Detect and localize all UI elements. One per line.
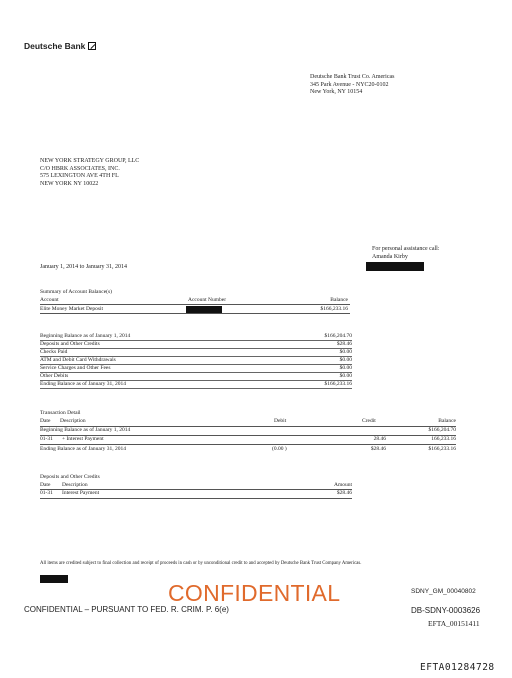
transaction-detail-title: Transaction Detail	[40, 410, 81, 416]
balance-row-value: $0.00	[339, 373, 352, 379]
bank-address-line: New York, NY 10154	[310, 89, 363, 95]
client-address-line: 575 LEXINGTON AVE 4TH FL	[40, 173, 119, 179]
balance-row	[40, 373, 352, 381]
summary-header-account-number: Account Number	[188, 297, 227, 303]
balance-row-label: Checks Paid	[40, 349, 68, 355]
balance-row-label: Beginning Balance as of January 1, 2014	[40, 333, 131, 339]
table-row	[40, 490, 352, 498]
transaction-header-debit: Debit	[274, 418, 287, 424]
client-address	[40, 158, 139, 188]
client-address-line: C/O HBRK ASSOCIATES, INC.	[40, 165, 120, 172]
balance-row-label: Service Charges and Other Fees	[40, 365, 111, 371]
transaction-header-description: Description	[60, 418, 86, 424]
divider	[40, 304, 350, 305]
bates-number-sdny-gm: SDNY_GM_00040802	[411, 588, 476, 595]
balance-row-label: Other Debits	[40, 373, 69, 379]
balance-row-label: ATM and Debit Card Withdrawals	[40, 357, 116, 363]
summary-account-balance: $166,233.16	[320, 306, 348, 312]
transaction-balance: $166,204.70	[428, 427, 456, 433]
table-row	[40, 436, 456, 444]
statement-period: January 1, 2014 to January 31, 2014	[40, 264, 127, 270]
bank-address-line: 345 Park Avenue - NYC20-0102	[310, 81, 389, 88]
deposit-date: 01-31	[40, 490, 53, 496]
assistance-block	[372, 246, 439, 261]
client-address-line: NEW YORK NY 10022	[40, 180, 99, 187]
transaction-balance: $166,233.16	[428, 446, 456, 452]
transaction-credit: 28.46	[373, 436, 386, 442]
confidential-stamp: CONFIDENTIAL	[168, 580, 341, 606]
balance-row-label: Ending Balance as of January 31, 2014	[40, 381, 126, 387]
client-address-line: NEW YORK STRATEGY GROUP, LLC	[40, 158, 140, 164]
bank-address-line: Deutsche Bank Trust Co. Americas	[310, 74, 395, 80]
transaction-credit: $28.46	[370, 446, 386, 452]
balance-row	[40, 365, 352, 373]
deutsche-bank-logo	[24, 41, 96, 51]
transaction-description: + Interest Payment	[62, 436, 104, 442]
footer-document-id: EFTA01284728	[420, 662, 495, 673]
divider	[40, 444, 456, 445]
balance-row-value: $0.00	[339, 349, 352, 355]
balance-row	[40, 333, 352, 341]
deposits-header-amount: Amount	[333, 482, 352, 488]
balance-row	[40, 381, 352, 389]
balance-row-label: Deposits and Other Credits	[40, 341, 100, 347]
balance-row-value: $166,204.70	[324, 333, 352, 339]
balance-breakdown	[40, 333, 352, 389]
redaction-bar	[366, 262, 424, 271]
balance-row-value: $0.00	[339, 365, 352, 371]
balance-row-value: $28.46	[336, 341, 352, 347]
deutsche-bank-slash-icon	[88, 42, 96, 50]
assistance-name: Amanda Kirby	[372, 253, 408, 260]
deposits-header-date: Date	[40, 482, 51, 488]
deposits-title: Deposits and Other Credits	[40, 474, 100, 480]
logo-text: Deutsche Bank	[24, 41, 86, 51]
deposits-header-description: Description	[62, 482, 88, 488]
bates-number-efta-page: EFTA_00151411	[428, 619, 480, 628]
transaction-date: 01-31	[40, 436, 53, 442]
summary-header-balance: Balance	[330, 297, 348, 303]
summary-header-account: Account	[40, 297, 59, 303]
transaction-debit: (0.00 )	[272, 446, 287, 452]
transaction-header-row	[40, 418, 456, 426]
summary-title: Summary of Account Balance(s)	[40, 289, 112, 295]
assistance-label: For personal assistance call:	[372, 246, 440, 252]
balance-row	[40, 349, 352, 357]
confidential-notice: CONFIDENTIAL – PURSUANT TO FED. R. CRIM. P. 6(e)	[24, 605, 229, 614]
balance-row-value: $0.00	[339, 357, 352, 363]
table-row	[40, 427, 456, 435]
transaction-description: Ending Balance as of January 31, 2014	[40, 446, 126, 452]
transaction-header-credit: Credit	[362, 418, 376, 424]
transaction-description: Beginning Balance as of January 1, 2014	[40, 427, 131, 433]
transaction-header-date: Date	[40, 418, 51, 424]
balance-row-value: $166,233.16	[324, 381, 352, 387]
divider	[40, 498, 352, 499]
bates-number-db-sdny: DB-SDNY-0003626	[411, 606, 481, 615]
redaction-bar	[40, 575, 68, 583]
disclaimer: All items are credited subject to final collection and receipt of proceeds in cash or by unconditional credit to and accepted by Deutsche Bank Trust Company Americas.	[40, 561, 362, 566]
bank-address	[310, 74, 395, 97]
deposit-description: Interest Payment	[62, 490, 100, 496]
summary-account-name: Elite Money Market Deposit	[40, 306, 104, 312]
transaction-balance: 166,233.16	[431, 436, 456, 442]
balance-row	[40, 357, 352, 365]
deposit-amount: $28.46	[336, 490, 352, 496]
transaction-header-balance: Balance	[438, 418, 456, 424]
balance-row	[40, 341, 352, 349]
divider	[40, 313, 350, 314]
table-row	[40, 446, 456, 454]
